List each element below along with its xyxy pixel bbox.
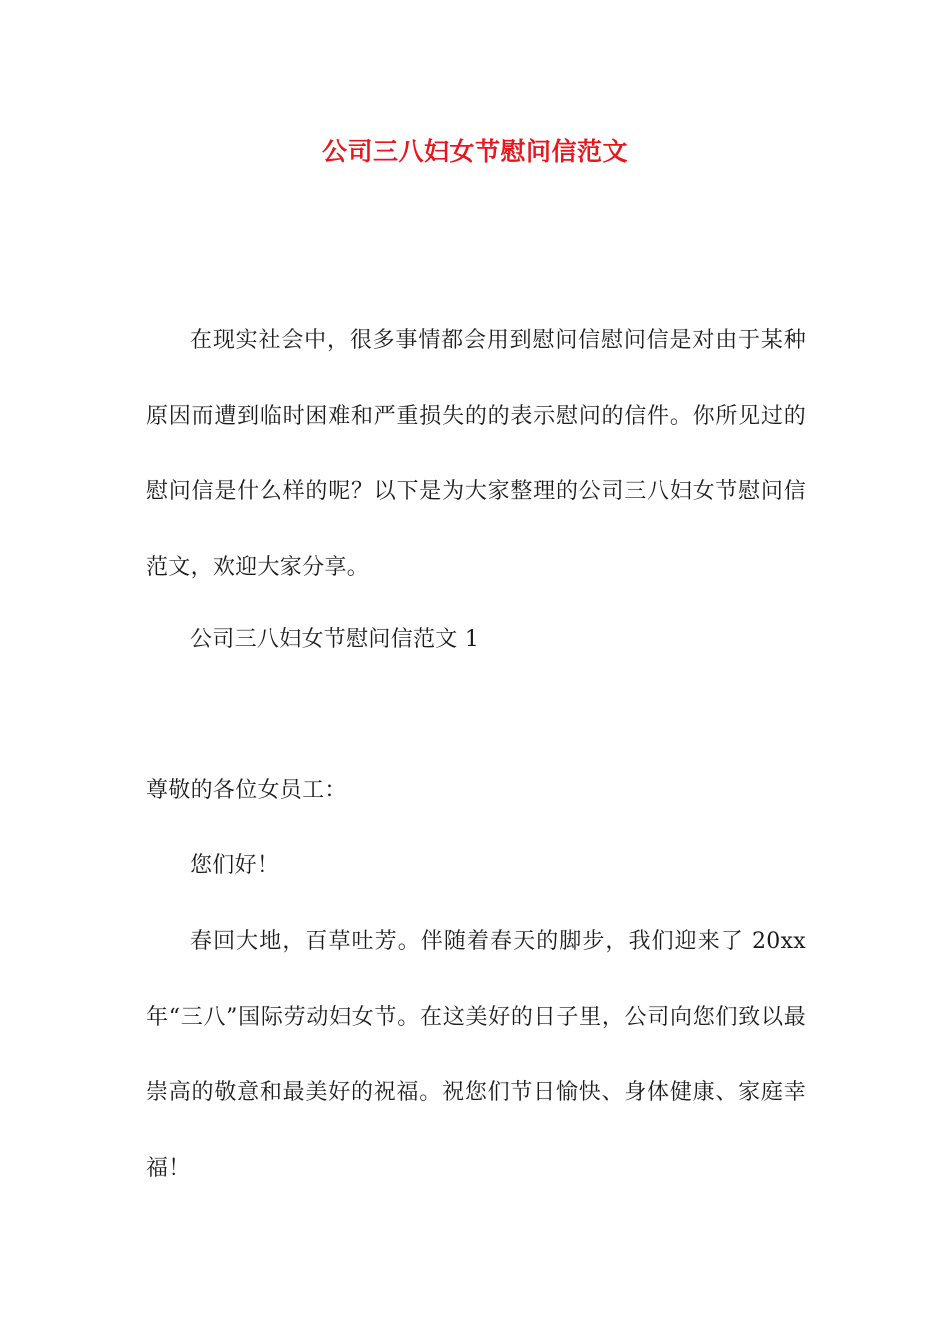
document-title: 公司三八妇女节慰问信范文 bbox=[321, 137, 628, 166]
intro-paragraph: 在现实社会中，很多事情都会用到慰问信慰问信是对由于某种原因而遭到临时困难和严重损失的的表示慰问的信件。你所见过的慰问信是什么样的呢？以下是为大家整理的公司三八妇女节慰问信范文，欢迎大家分享。 bbox=[146, 328, 806, 580]
body-paragraph: 春回大地，百草吐芳。伴随着春天的脚步，我们迎来了 20xx 年“三八”国际劳动妇女节。在这美好的日子里，公司向您们致以最崇高的敬意和最美好的祝福。祝您们节日愉快、身体健康、家庭幸福！ bbox=[146, 929, 806, 1181]
section-title: 公司三八妇女节慰问信范文 1 bbox=[190, 627, 480, 652]
salutation: 尊敬的各位女员工： bbox=[146, 778, 347, 803]
greeting: 您们好！ bbox=[190, 853, 280, 878]
